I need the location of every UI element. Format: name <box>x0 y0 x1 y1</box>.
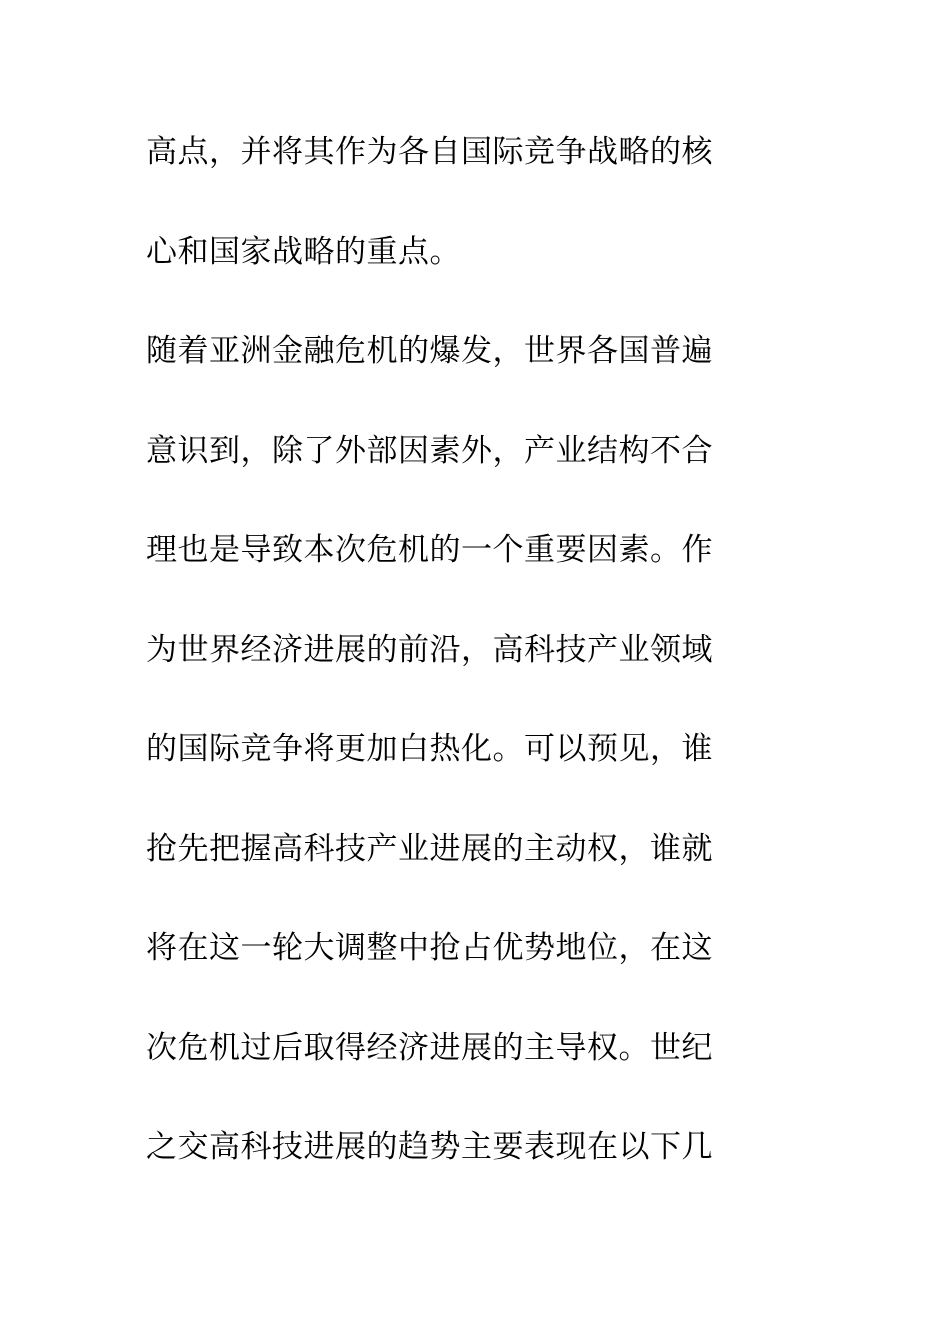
text-line: 心和国家战略的重点。 <box>146 233 461 270</box>
text-line: 抢先把握高科技产业进展的主动权，谁就 <box>146 830 713 867</box>
text-line: 之交高科技进展的趋势主要表现在以下几 <box>146 1129 713 1165</box>
text-line: 为世界经济进展的前沿，高科技产业领域 <box>146 631 713 668</box>
text-line: 次危机过后取得经济进展的主导权。世纪 <box>146 1029 713 1066</box>
text-line: 将在这一轮大调整中抢占优势地位，在这 <box>146 930 713 966</box>
text-line: 随着亚洲金融危机的爆发，世界各国普遍 <box>146 333 713 369</box>
text-line: 高点，并将其作为各自国际竞争战略的核 <box>146 134 713 170</box>
text-line: 的国际竞争将更加白热化。可以预见，谁 <box>146 731 713 767</box>
body-text <box>146 127 786 1222</box>
text-line: 意识到，除了外部因素外，产业结构不合 <box>146 432 713 469</box>
text-line: 理也是导致本次危机的一个重要因素。作 <box>146 532 713 568</box>
